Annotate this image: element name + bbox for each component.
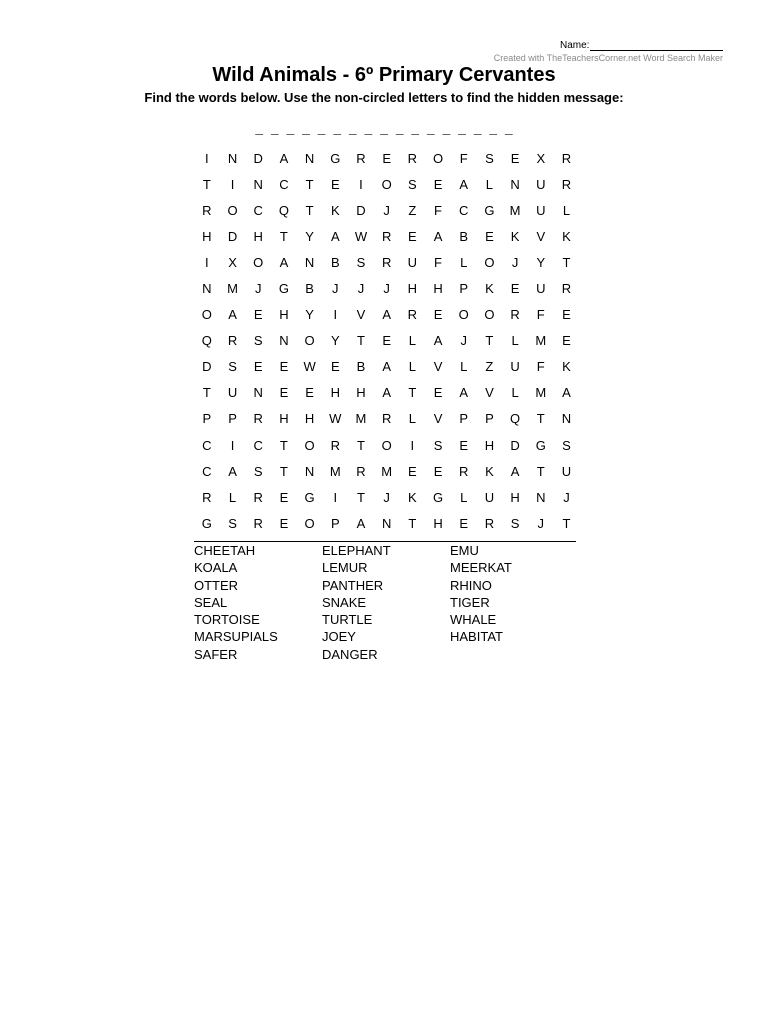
grid-letter[interactable]: K <box>562 228 571 244</box>
grid-letter[interactable]: Y <box>305 228 314 244</box>
grid-letter[interactable]: A <box>382 385 391 401</box>
grid-letter[interactable]: N <box>279 333 289 349</box>
grid-letter[interactable]: T <box>408 515 417 531</box>
grid-letter[interactable]: R <box>484 515 495 531</box>
grid-letter[interactable]: M <box>329 463 341 479</box>
grid-letter[interactable]: K <box>485 281 494 297</box>
grid-letter[interactable]: A <box>510 463 520 479</box>
grid-letter[interactable]: L <box>511 385 519 401</box>
grid-letter[interactable]: A <box>562 385 571 401</box>
grid-letter[interactable]: O <box>381 437 392 453</box>
grid-letter[interactable]: Q <box>201 333 212 349</box>
grid-letter[interactable]: M <box>381 463 393 479</box>
grid-letter[interactable]: L <box>408 333 416 349</box>
grid-letter[interactable]: C <box>202 437 212 453</box>
grid-letter[interactable]: C <box>253 437 263 453</box>
grid-letter[interactable]: N <box>227 150 238 166</box>
grid-letter[interactable]: E <box>279 489 289 505</box>
grid-letter[interactable]: M <box>509 202 521 218</box>
grid-letter[interactable]: E <box>510 281 520 297</box>
grid-letter[interactable]: E <box>382 333 391 349</box>
grid-letter[interactable]: S <box>485 150 494 166</box>
grid-letter[interactable]: O <box>201 307 212 323</box>
grid-letter[interactable]: E <box>459 515 469 531</box>
grid-letter[interactable]: S <box>433 437 443 453</box>
grid-letter[interactable]: U <box>227 385 238 401</box>
grid-letter[interactable]: R <box>202 489 212 505</box>
page-title: Wild Animals - 6º Primary Cervantes <box>212 64 556 86</box>
grid-letter[interactable]: F <box>434 254 442 270</box>
grid-letter[interactable]: P <box>485 411 494 427</box>
grid-letter[interactable]: S <box>253 333 263 349</box>
grid-letter[interactable]: R <box>356 463 366 479</box>
grid-letter[interactable]: A <box>356 515 366 531</box>
grid-letter[interactable]: L <box>511 333 519 349</box>
grid-letter[interactable]: H <box>330 385 340 401</box>
grid-letter[interactable]: V <box>433 359 443 375</box>
grid-letter[interactable]: G <box>304 489 315 505</box>
grid-letter[interactable]: A <box>228 463 237 479</box>
grid-letter[interactable]: E <box>305 385 314 401</box>
grid-letter[interactable]: N <box>253 385 263 401</box>
grid-letter[interactable]: U <box>536 202 546 218</box>
grid-letter[interactable]: O <box>484 307 495 323</box>
word-list-item: TIGER <box>450 594 490 610</box>
grid-row <box>194 458 579 484</box>
grid-letter[interactable]: E <box>459 437 469 453</box>
grid-letter[interactable]: O <box>381 176 392 192</box>
grid-letter[interactable]: N <box>304 254 315 270</box>
word-list-item: TORTOISE <box>194 612 260 628</box>
grid-letter[interactable]: R <box>227 333 238 349</box>
grid-letter[interactable]: J <box>254 281 262 297</box>
grid-letter[interactable]: A <box>433 333 443 349</box>
grid-letter[interactable]: A <box>459 176 469 192</box>
grid-letter[interactable]: G <box>432 489 444 505</box>
grid-letter[interactable]: D <box>253 150 263 166</box>
grid-row <box>194 197 579 223</box>
grid-letter[interactable]: K <box>485 463 494 479</box>
grid-letter[interactable]: M <box>535 385 547 401</box>
grid-letter[interactable]: H <box>407 281 418 297</box>
grid-letter[interactable]: O <box>304 515 315 531</box>
grid-letter[interactable]: R <box>381 254 392 270</box>
grid-letter[interactable]: Z <box>485 359 494 375</box>
grid-letter[interactable]: N <box>536 489 546 505</box>
grid-letter[interactable]: T <box>356 333 365 349</box>
grid-letter[interactable]: T <box>356 489 365 505</box>
word-list-item: PANTHER <box>322 577 384 593</box>
grid-letter[interactable]: O <box>484 254 495 270</box>
grid-letter[interactable]: J <box>383 281 390 297</box>
grid-letter[interactable]: E <box>485 228 494 244</box>
grid-letter[interactable]: M <box>227 281 238 297</box>
grid-letter[interactable]: C <box>202 463 212 479</box>
grid-letter[interactable]: S <box>562 437 571 453</box>
grid-letter[interactable]: I <box>333 489 338 505</box>
grid-letter[interactable]: P <box>459 281 469 297</box>
grid-letter[interactable]: N <box>304 150 315 166</box>
grid-letter[interactable]: R <box>253 515 263 531</box>
grid-letter[interactable]: L <box>485 176 494 192</box>
grid-letter[interactable]: P <box>459 411 469 427</box>
grid-letter[interactable]: N <box>202 281 212 297</box>
grid-letter[interactable]: K <box>408 489 417 505</box>
grid-letter[interactable]: A <box>228 307 237 323</box>
grid-letter[interactable]: C <box>279 176 289 192</box>
grid-letter[interactable]: T <box>279 437 288 453</box>
grid-letter[interactable]: L <box>408 359 416 375</box>
grid-letter[interactable]: I <box>333 307 338 323</box>
grid-letter[interactable]: A <box>330 228 340 244</box>
name-field[interactable] <box>560 40 723 51</box>
word-list-column-3 <box>450 542 512 646</box>
grid-letter[interactable]: R <box>202 202 212 218</box>
word-list-item: JOEY <box>322 629 356 645</box>
grid-letter[interactable]: O <box>432 150 444 166</box>
grid-letter[interactable]: T <box>202 176 211 192</box>
grid-row <box>194 432 579 458</box>
grid-letter[interactable]: R <box>561 281 572 297</box>
grid-row <box>194 484 579 510</box>
grid-letter[interactable]: S <box>253 463 263 479</box>
grid-row <box>194 249 579 275</box>
grid-letter[interactable]: N <box>561 411 572 427</box>
grid-letter[interactable]: L <box>408 411 416 427</box>
grid-letter[interactable]: D <box>356 202 366 218</box>
grid-letter[interactable]: E <box>330 359 340 375</box>
grid-letter[interactable]: Y <box>305 307 314 323</box>
grid-letter[interactable]: R <box>459 463 469 479</box>
word-list-item: SAFER <box>194 646 238 662</box>
grid-letter[interactable]: N <box>253 176 263 192</box>
grid-letter[interactable]: C <box>459 202 469 218</box>
grid-letter[interactable]: T <box>305 176 314 192</box>
word-list-item: CHEETAH <box>194 543 256 558</box>
grid-letter[interactable]: T <box>356 437 365 453</box>
grid-letter[interactable]: R <box>330 437 340 453</box>
grid-letter[interactable]: N <box>510 176 520 192</box>
grid-letter[interactable]: A <box>382 307 391 323</box>
grid-letter[interactable]: U <box>510 359 520 375</box>
grid-letter[interactable]: E <box>330 176 340 192</box>
grid-letter[interactable]: D <box>510 437 520 453</box>
grid-letter[interactable]: E <box>562 333 571 349</box>
grid-letter[interactable]: E <box>382 150 391 166</box>
grid-letter[interactable]: Z <box>408 202 417 218</box>
grid-letter[interactable]: Y <box>330 333 340 349</box>
grid-letter[interactable]: T <box>562 254 571 270</box>
grid-letter[interactable]: X <box>228 254 237 270</box>
grid-row <box>194 171 579 197</box>
grid-letter[interactable]: H <box>433 515 443 531</box>
grid-letter[interactable]: S <box>228 359 237 375</box>
grid-letter[interactable]: B <box>330 254 340 270</box>
grid-letter[interactable]: R <box>356 150 366 166</box>
grid-letter[interactable]: U <box>561 463 572 479</box>
grid-letter[interactable]: I <box>410 437 415 453</box>
grid-letter[interactable]: E <box>279 515 289 531</box>
grid-letter[interactable]: R <box>253 489 263 505</box>
grid-letter[interactable]: G <box>330 150 341 166</box>
grid-letter[interactable]: E <box>433 463 443 479</box>
grid-letter[interactable]: A <box>433 228 443 244</box>
grid-letter[interactable]: E <box>562 307 571 323</box>
grid-letter[interactable]: T <box>279 228 288 244</box>
grid-letter[interactable]: I <box>230 176 235 192</box>
word-list-item: MEERKAT <box>450 560 512 576</box>
grid-letter[interactable]: U <box>484 489 495 505</box>
grid-letter[interactable]: I <box>205 254 209 270</box>
grid-letter[interactable]: E <box>408 463 417 479</box>
grid-letter[interactable]: L <box>562 202 571 218</box>
grid-letter[interactable]: A <box>279 254 289 270</box>
grid-letter[interactable]: R <box>407 307 418 323</box>
grid-letter[interactable]: H <box>510 489 520 505</box>
grid-letter[interactable]: R <box>253 411 263 427</box>
grid-letter[interactable]: R <box>510 307 520 323</box>
grid-letter[interactable]: Q <box>510 411 521 427</box>
grid-letter[interactable]: T <box>279 463 288 479</box>
grid-letter[interactable]: S <box>510 515 520 531</box>
grid-row <box>194 406 579 432</box>
grid-letter[interactable]: D <box>227 228 238 244</box>
word-list-item: DANGER <box>322 646 378 662</box>
word-list-item: TURTLE <box>322 612 373 628</box>
grid-letter[interactable]: E <box>279 385 289 401</box>
grid-letter[interactable]: E <box>253 359 263 375</box>
grid-letter[interactable]: M <box>355 411 367 427</box>
grid-letter[interactable]: S <box>356 254 366 270</box>
grid-letter[interactable]: D <box>202 359 212 375</box>
word-list-item: OTTER <box>194 577 239 593</box>
grid-letter[interactable]: G <box>535 437 546 453</box>
name-blank-line[interactable] <box>590 40 723 51</box>
grid-letter[interactable]: R <box>381 411 392 427</box>
word-list-item: KOALA <box>194 560 238 576</box>
grid-letter[interactable]: K <box>510 228 520 244</box>
grid-letter[interactable]: H <box>202 228 212 244</box>
grid-letter[interactable]: H <box>279 307 289 323</box>
grid-letter[interactable]: E <box>433 176 443 192</box>
grid-letter[interactable]: B <box>305 281 314 297</box>
grid-letter[interactable]: N <box>304 463 315 479</box>
grid-letter[interactable]: Y <box>536 254 546 270</box>
grid-letter[interactable]: P <box>228 411 237 427</box>
grid-letter[interactable]: W <box>354 228 368 244</box>
grid-letter[interactable]: T <box>536 463 545 479</box>
grid-letter[interactable]: F <box>434 202 442 218</box>
grid-letter[interactable]: X <box>536 150 546 166</box>
grid-letter[interactable]: H <box>356 385 366 401</box>
grid-letter[interactable]: H <box>279 411 289 427</box>
grid-letter[interactable]: H <box>484 437 495 453</box>
grid-letter[interactable]: K <box>562 359 571 375</box>
grid-letter[interactable]: G <box>484 202 495 218</box>
grid-letter[interactable]: R <box>381 228 392 244</box>
grid-letter[interactable]: P <box>202 411 212 427</box>
grid-letter[interactable]: E <box>433 385 443 401</box>
grid-letter[interactable]: F <box>459 150 468 166</box>
word-list-item: SNAKE <box>322 594 367 610</box>
grid-letter[interactable]: L <box>460 359 468 375</box>
grid-letter[interactable]: K <box>330 202 340 218</box>
word-list-column-2 <box>322 542 391 663</box>
grid-letter[interactable]: T <box>408 385 417 401</box>
grid-letter[interactable]: B <box>356 359 366 375</box>
grid-letter[interactable]: J <box>537 515 545 531</box>
grid-letter[interactable]: S <box>228 515 237 531</box>
grid-letter[interactable]: C <box>253 202 263 218</box>
grid-letter[interactable]: M <box>535 333 547 349</box>
word-list-item: EMU <box>450 543 479 558</box>
grid-letter[interactable]: N <box>381 515 392 531</box>
hidden-message-blanks: _ _ _ _ _ _ _ _ _ _ _ _ _ _ _ _ _ <box>255 122 513 137</box>
grid-row <box>194 354 579 380</box>
grid-row <box>194 223 579 249</box>
grid-letter[interactable]: J <box>460 333 467 349</box>
grid-row <box>194 275 579 301</box>
grid-letter[interactable]: O <box>304 437 315 453</box>
grid-letter[interactable]: A <box>382 359 391 375</box>
grid-letter[interactable]: V <box>536 228 546 244</box>
grid-letter[interactable]: G <box>201 515 212 531</box>
grid-row <box>194 145 579 171</box>
grid-letter[interactable]: O <box>458 307 469 323</box>
grid-letter[interactable]: U <box>536 176 546 192</box>
grid-letter[interactable]: W <box>329 411 342 427</box>
grid-letter[interactable]: V <box>356 307 366 323</box>
grid-letter[interactable]: B <box>459 228 469 244</box>
grid-letter[interactable]: O <box>253 254 264 270</box>
grid-letter[interactable]: V <box>485 385 494 401</box>
grid-letter[interactable]: A <box>459 385 469 401</box>
grid-letter[interactable]: P <box>330 515 340 531</box>
word-list-item: MARSUPIALS <box>194 629 278 645</box>
grid-letter[interactable]: H <box>304 411 315 427</box>
grid-letter[interactable]: U <box>536 281 546 297</box>
grid-row <box>194 302 579 328</box>
grid-letter[interactable]: J <box>511 254 519 270</box>
grid-letter[interactable]: I <box>359 176 363 192</box>
word-list-item: ELEPHANT <box>322 543 391 558</box>
credit-text: Created with TheTeachersCorner.net Word Search Maker <box>493 53 723 63</box>
grid-letter[interactable]: Q <box>278 202 289 218</box>
grid-row <box>194 380 579 406</box>
grid-row <box>194 510 579 536</box>
grid-letter[interactable]: F <box>536 307 545 323</box>
grid-letter[interactable]: V <box>433 411 443 427</box>
grid-letter[interactable]: O <box>227 202 238 218</box>
grid-letter[interactable]: J <box>332 281 339 297</box>
grid-letter[interactable]: T <box>485 333 494 349</box>
grid-letter[interactable]: L <box>460 489 468 505</box>
grid-letter[interactable]: W <box>303 359 316 375</box>
grid-letter[interactable]: J <box>383 202 390 218</box>
word-list-item: RHINO <box>450 577 492 593</box>
grid-letter[interactable]: E <box>510 150 520 166</box>
word-list-item: LEMUR <box>322 560 368 576</box>
grid-letter[interactable]: J <box>383 489 390 505</box>
grid-letter[interactable]: I <box>205 150 209 166</box>
word-list-item: WHALE <box>450 612 497 628</box>
grid-letter[interactable]: J <box>563 489 570 505</box>
grid-letter[interactable]: O <box>304 333 315 349</box>
grid-letter[interactable]: H <box>433 281 443 297</box>
grid-letter[interactable]: E <box>279 359 289 375</box>
grid-letter[interactable]: R <box>407 150 418 166</box>
grid-letter[interactable]: S <box>408 176 417 192</box>
grid-letter[interactable]: E <box>408 228 417 244</box>
grid-letter[interactable]: T <box>562 515 571 531</box>
grid-letter[interactable]: R <box>561 176 572 192</box>
grid-row <box>194 328 579 354</box>
instructions: Find the words below. Use the non-circled letters to find the hidden message: <box>144 90 624 105</box>
grid-letter[interactable]: J <box>357 281 365 297</box>
grid-letter[interactable]: I <box>230 437 235 453</box>
word-list-item: SEAL <box>194 594 228 610</box>
grid-letter[interactable]: A <box>279 150 289 166</box>
grid-letter[interactable]: U <box>407 254 418 270</box>
grid-letter[interactable]: R <box>561 150 572 166</box>
grid-letter[interactable]: T <box>202 385 211 401</box>
name-label: Name: <box>560 40 590 51</box>
word-search-grid <box>194 145 579 536</box>
grid-letter[interactable]: L <box>228 489 237 505</box>
grid-letter[interactable]: E <box>253 307 263 323</box>
grid-letter[interactable]: L <box>460 254 468 270</box>
grid-letter[interactable]: E <box>433 307 443 323</box>
grid-letter[interactable]: T <box>305 202 314 218</box>
grid-letter[interactable]: T <box>536 411 545 427</box>
word-list-item: HABITAT <box>450 629 503 645</box>
grid-letter[interactable]: H <box>253 228 263 244</box>
word-list-column-1 <box>194 542 278 663</box>
grid-letter[interactable]: G <box>278 281 289 297</box>
grid-letter[interactable]: F <box>536 359 545 375</box>
